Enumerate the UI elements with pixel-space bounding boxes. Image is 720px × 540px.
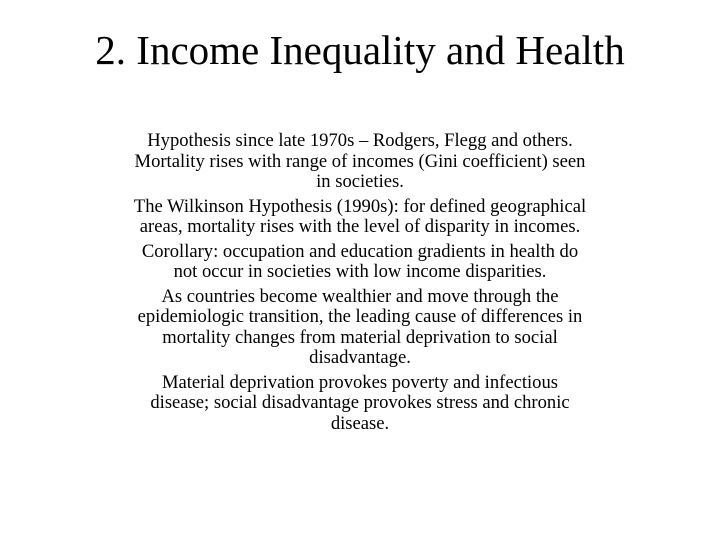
text-line: Material deprivation provokes poverty and infectious — [161, 371, 559, 393]
slide-body — [100, 131, 620, 438]
paragraph-material-deprivation — [100, 373, 620, 435]
text-line: disadvantage. — [309, 347, 411, 368]
paragraph-corollary — [100, 242, 620, 283]
text-line: mortality changes from material deprivation to social — [162, 326, 558, 348]
text-line: The Wilkinson Hypothesis (1990s): for defined geographical — [133, 195, 587, 217]
paragraph-epidemiologic-transition — [100, 287, 620, 369]
paragraph-hypothesis — [100, 131, 620, 193]
text-line: Mortality rises with range of incomes (Gini coefficient) seen — [134, 150, 586, 172]
paragraph-wilkinson-hypothesis — [100, 197, 620, 238]
text-line: disease. — [330, 412, 390, 434]
text-line: areas, mortality rises with the level of disparity in incomes. — [139, 216, 581, 237]
text-line: Corollary: occupation and education gradients in health do — [141, 240, 579, 262]
text-line: Hypothesis since late 1970s – Rodgers, Flegg and others. — [147, 130, 573, 151]
text-line: epidemiologic transition, the leading cause of differences in — [137, 306, 583, 327]
text-line: disease; social disadvantage provokes stress and chronic — [150, 392, 570, 413]
slide-title: 2. Income Inequality and Health — [95, 27, 625, 73]
text-line: not occur in societies with low income disparities. — [173, 261, 547, 282]
text-line: in societies. — [316, 171, 404, 192]
text-line: As countries become wealthier and move through the — [161, 285, 559, 307]
